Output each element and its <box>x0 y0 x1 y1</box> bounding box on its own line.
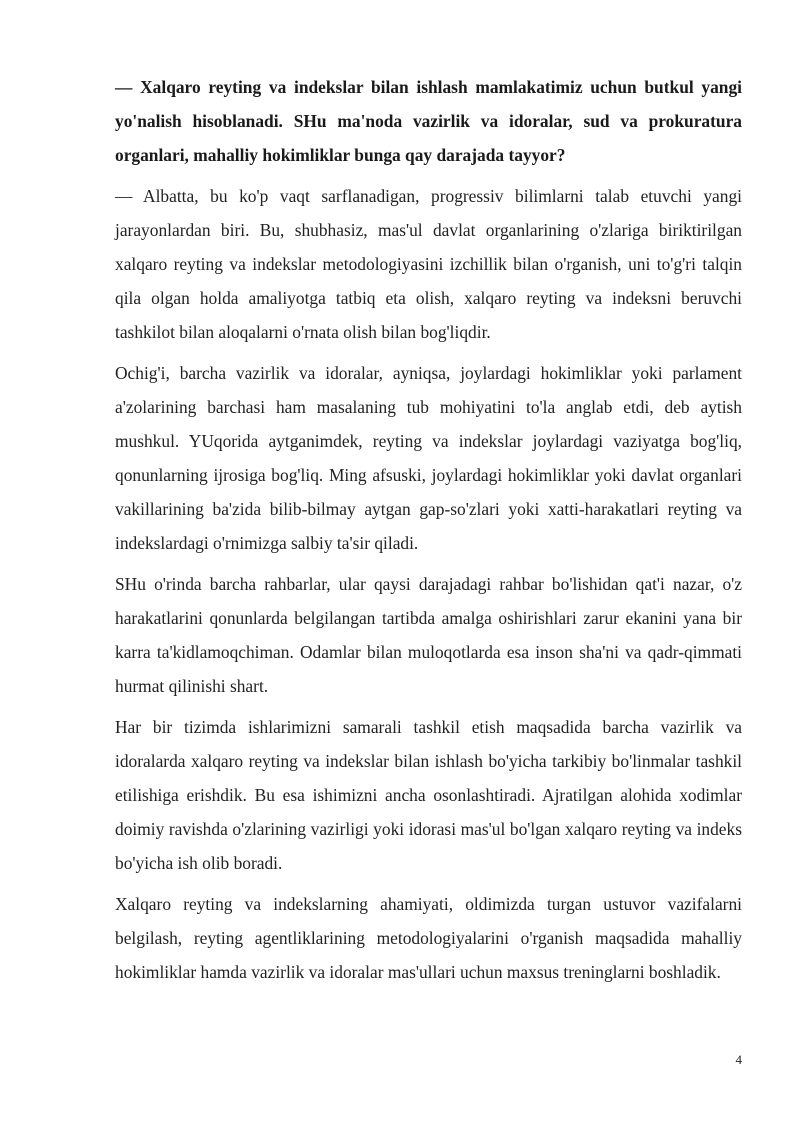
page-body <box>115 70 742 996</box>
interview-question: — Xalqaro reyting va indekslar bilan ishlash mamlakatimiz uchun butkul yangi yo'nalish hisoblanadi. SHu ma'noda vazirlik va idoralar, sud va prokuratura organlari, mahalliy hokimliklar bunga qay darajada tayyor? <box>115 77 742 165</box>
answer-paragraph-5: Xalqaro reyting va indekslarning ahamiyati, oldimizda turgan ustuvor vazifalarni belgilash, reyting agentliklarining metodologiyalarini o'rganish maqsadida mahalliy hokimliklar hamda vazirlik va idoralar mas'ullari uchun maxsus treninglarni boshladik. <box>115 894 742 982</box>
answer-paragraph-3: SHu o'rinda barcha rahbarlar, ular qaysi darajadagi rahbar bo'lishidan qat'i nazar, o'z harakatlarini qonunlarda belgilangan tartibda amalga oshirishlari zarur ekanini yana bir karra ta'kidlamoqchiman. Odamlar bilan muloqotlarda esa inson sha'ni va qadr-qimmati hurmat qilinishi shart. <box>115 574 742 696</box>
answer-paragraph-1: — Albatta, bu ko'p vaqt sarflanadigan, progressiv bilimlarni talab etuvchi yangi jarayonlardan biri. Bu, shubhasiz, mas'ul davlat organlarining o'zlariga biriktirilgan xalqaro reyting va indekslar metodologiyasini izchillik bilan o'rganish, uni to'g'ri talqin qila olgan holda amaliyotga tatbiq eta olish, xalqaro reyting va indeksni beruvchi tashkilot bilan aloqalarni o'rnata olish bilan bog'liqdir. <box>115 186 742 342</box>
answer-paragraph-4: Har bir tizimda ishlarimizni samarali tashkil etish maqsadida barcha vazirlik va idoralarda xalqaro reyting va indekslar bilan ishlash bo'yicha tarkibiy bo'linmalar tashkil etilishiga erishdik. Bu esa ishimizni ancha osonlashtiradi. Ajratilgan alohida xodimlar doimiy ravishda o'zlarining vazirligi yoki idorasi mas'ul bo'lgan xalqaro reyting va indeks bo'yicha ish olib boradi. <box>115 717 742 873</box>
answer-paragraph-2: Ochig'i, barcha vazirlik va idoralar, ayniqsa, joylardagi hokimliklar yoki parlament a'zolarining barchasi ham masalaning tub mohiyatini to'la anglab etdi, deb aytish mushkul. YUqorida aytganimdek, reyting va indekslar joylardagi vaziyatga bog'liq, qonunlarning ijrosiga bog'liq. Ming afsuski, joylardagi hokimliklar yoki davlat organlari vakillarining ba'zida bilib-bilmay aytgan gap-so'zlari yoki xatti-harakatlari reyting va indekslardagi o'rnimizga salbiy ta'sir qiladi. <box>115 363 742 553</box>
page-number: 4 <box>735 1052 742 1067</box>
